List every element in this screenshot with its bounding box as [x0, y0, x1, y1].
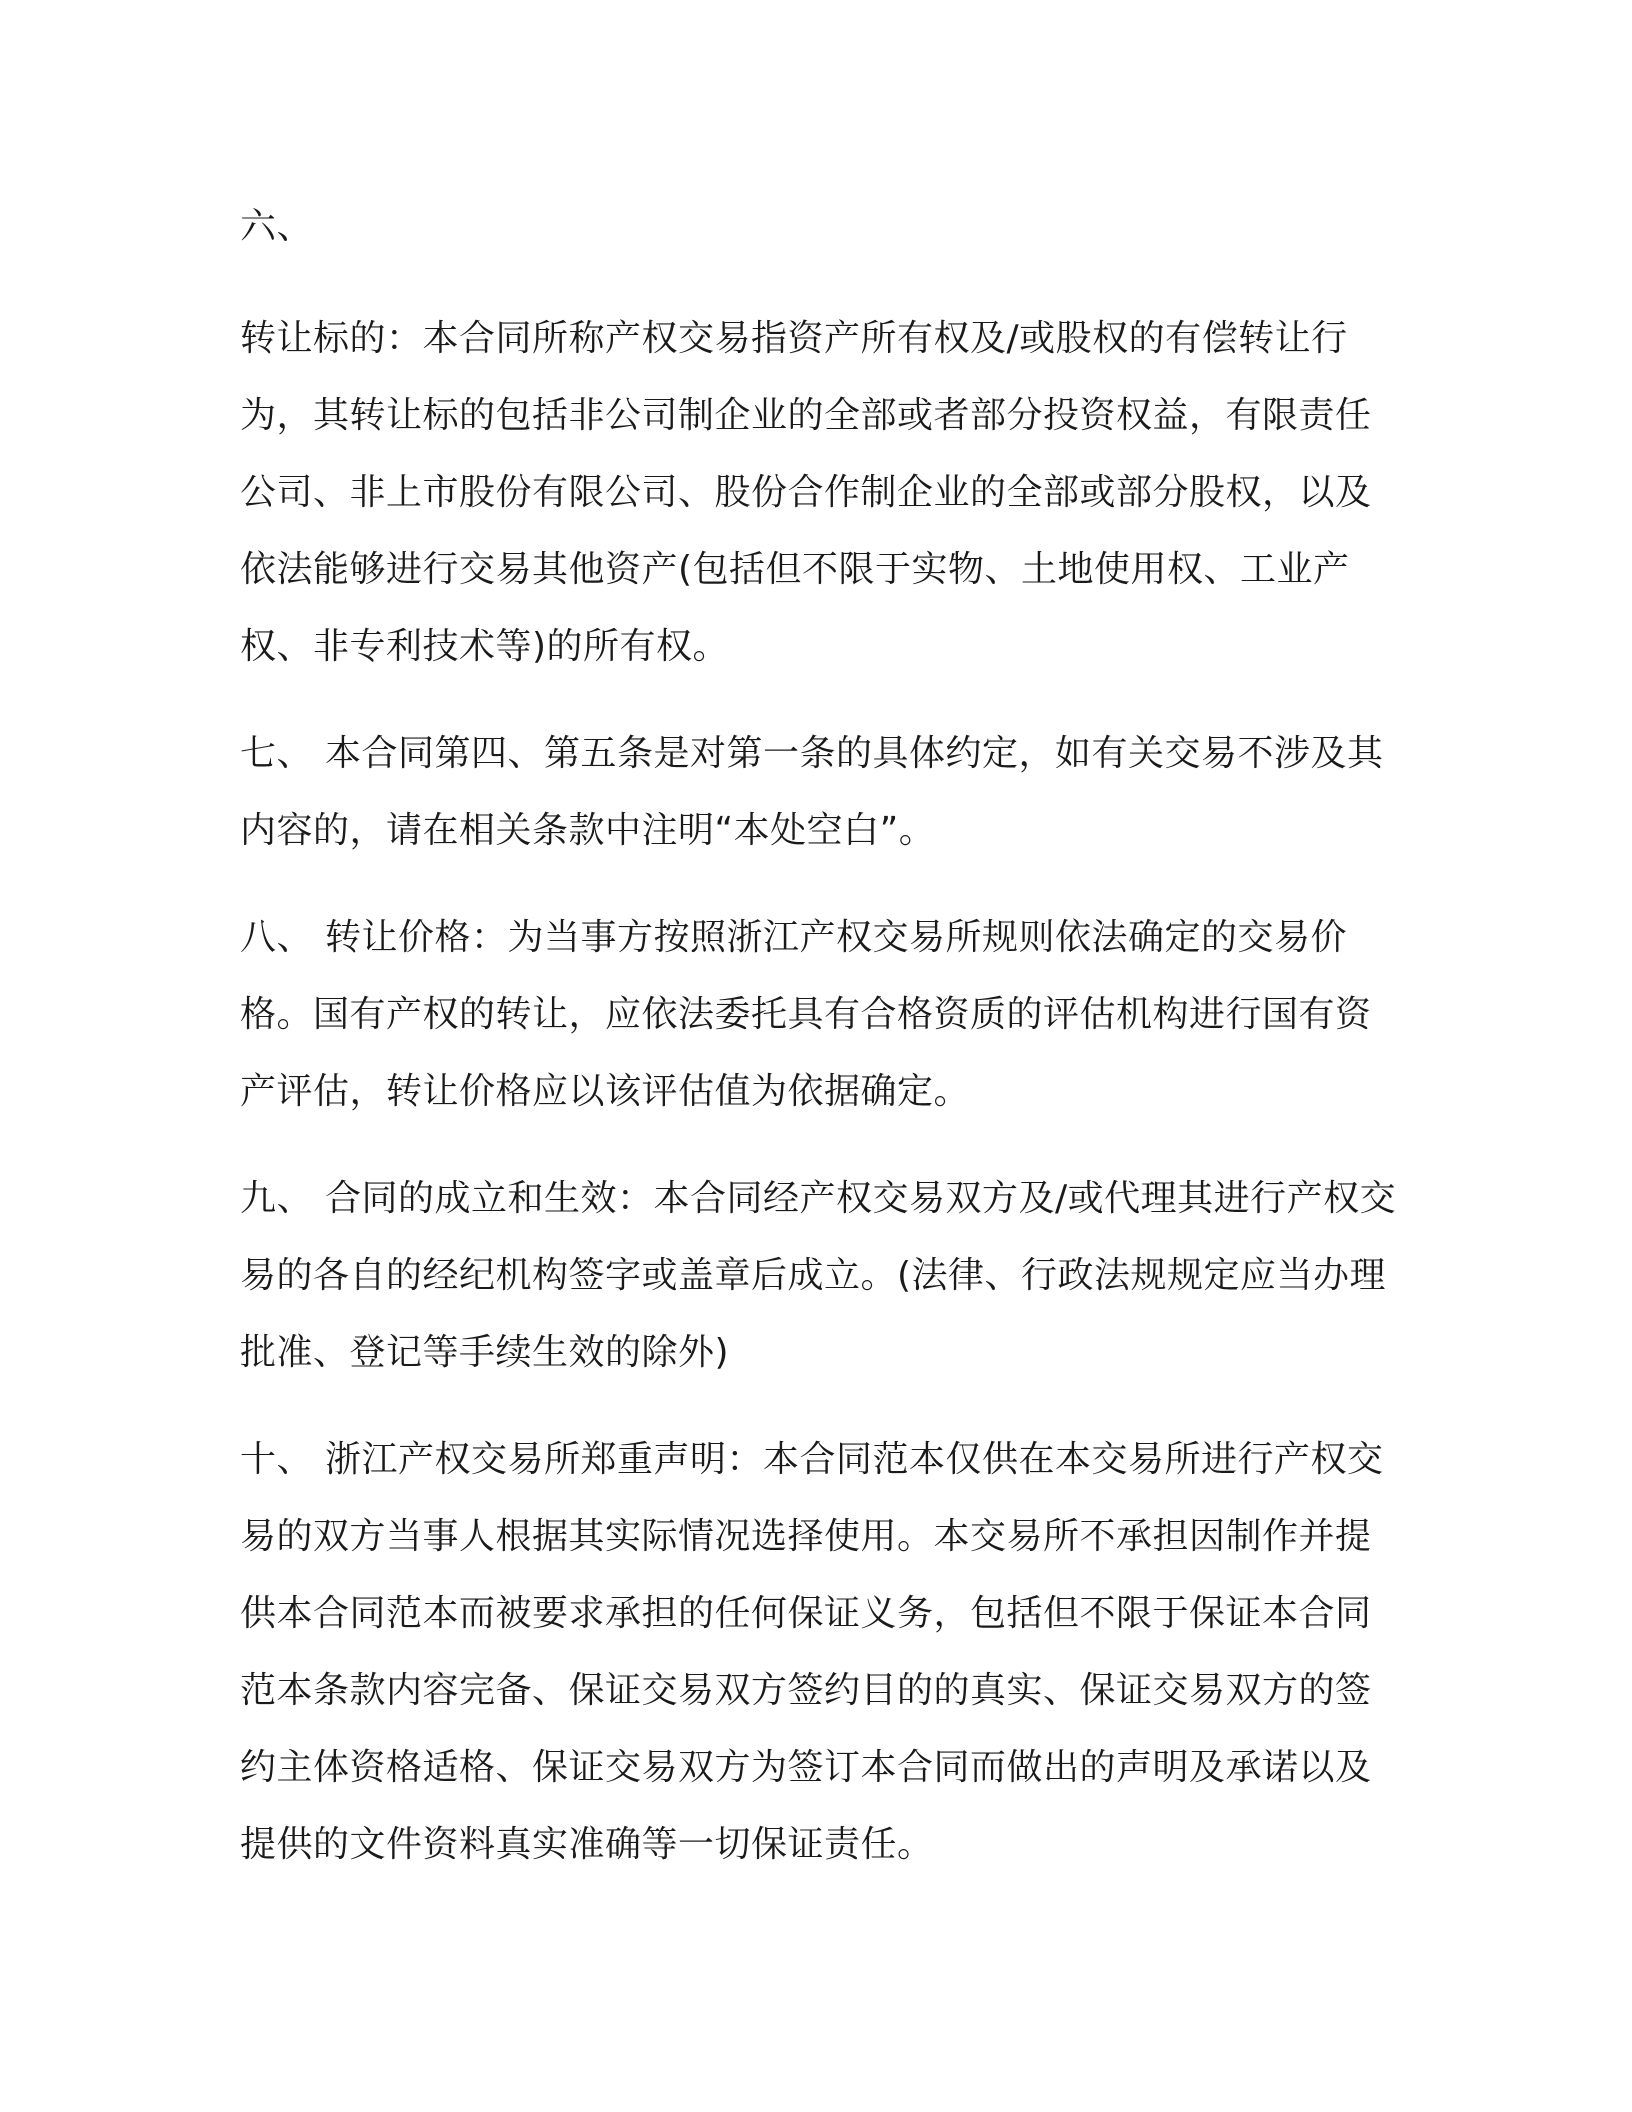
paragraph-clause-nine: 九、 合同的成立和生效：本合同经产权交易双方及/或代理其进行产权交易的各自的经纪机构签字或盖章后成立。(法律、行政法规规定应当办理批准、登记等手续生效的除外) — [240, 1178, 1397, 1373]
paragraph-clause-ten: 十、 浙江产权交易所郑重声明：本合同范本仅供在本交易所进行产权交易的双方当事人根据其实际情况选择使用。本交易所不承担因制作并提供本合同范本而被要求承担的任何保证义务，包括但不限于保证本合同范本条款内容完备、保证交易双方签约目的的真实、保证交易双方的签约主体资格适格、保证交易双方为签订本合同而做出的声明及承诺以及提供的文件资料真实准确等一切保证责任。 — [240, 1439, 1384, 1865]
section-heading-six: 六、 — [240, 206, 314, 247]
document-page — [240, 188, 1400, 1883]
paragraph-transfer-subject: 转让标的：本合同所称产权交易指资产所有权及/或股权的有偿转让行为，其转让标的包括非公司制企业的全部或者部分投资权益，有限责任公司、非上市股份有限公司、股份合作制企业的全部或部分股权，以及依法能够进行交易其他资产(包括但不限于实物、土地使用权、工业产权、非专利技术等)的所有权。 — [240, 318, 1372, 667]
paragraph-clause-eight: 八、 转让价格：为当事方按照浙江产权交易所规则依法确定的交易价格。国有产权的转让，应依法委托具有合格资质的评估机构进行国有资产评估，转让价格应以该评估值为依据确定。 — [240, 917, 1372, 1112]
paragraph-clause-seven: 七、 本合同第四、第五条是对第一条的具体约定，如有关交易不涉及其内容的，请在相关条款中注明“本处空白”。 — [240, 733, 1384, 851]
